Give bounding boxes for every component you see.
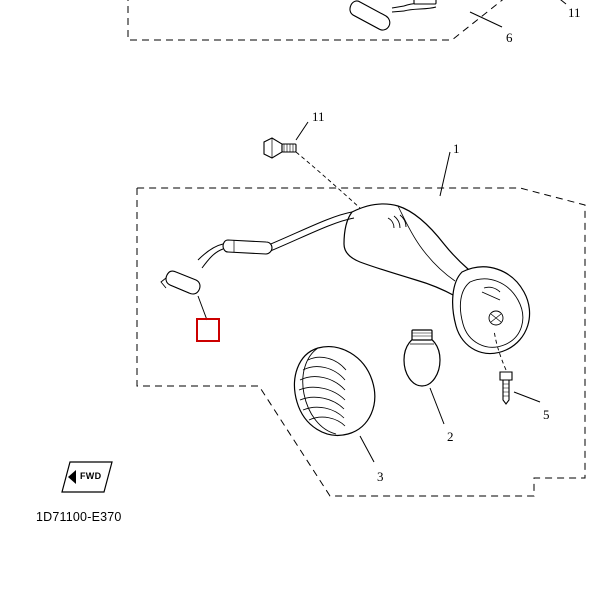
top-tube-part [350, 1, 390, 30]
callout-11-mid: 11 [312, 109, 325, 124]
screw-11 [264, 138, 296, 158]
lens-ring [453, 267, 530, 354]
bulb-socket-connector [161, 271, 200, 294]
leader-5 [514, 392, 540, 402]
leader-2 [430, 388, 444, 424]
screw-5 [500, 372, 512, 404]
part-code-label: 1D71100-E370 [36, 510, 122, 524]
turn-signal-housing [344, 204, 468, 296]
selected-part-highlight[interactable] [196, 318, 220, 342]
callout-3: 3 [377, 469, 384, 484]
leader-6 [470, 12, 502, 27]
assembly-axis-11 [296, 152, 360, 208]
top-dashed-group [128, 0, 540, 40]
top-connector-block [414, 0, 436, 4]
leader-11-top [556, 0, 566, 4]
harness-sleeve [223, 240, 272, 254]
harness-split-wires [198, 244, 223, 268]
fwd-label: FWD [80, 471, 102, 481]
wire-harness [266, 212, 354, 252]
callout-1: 1 [453, 141, 460, 156]
callout-5: 5 [543, 407, 550, 422]
leader-11-mid [296, 122, 308, 140]
callout-2: 2 [447, 429, 454, 444]
leader-highlight [198, 296, 207, 320]
callout-6: 6 [506, 30, 513, 45]
leader-1 [440, 152, 450, 196]
callout-11-top: 11 [568, 5, 581, 20]
lens-cover [295, 347, 375, 436]
bulb [404, 330, 440, 386]
leader-3 [360, 436, 374, 462]
